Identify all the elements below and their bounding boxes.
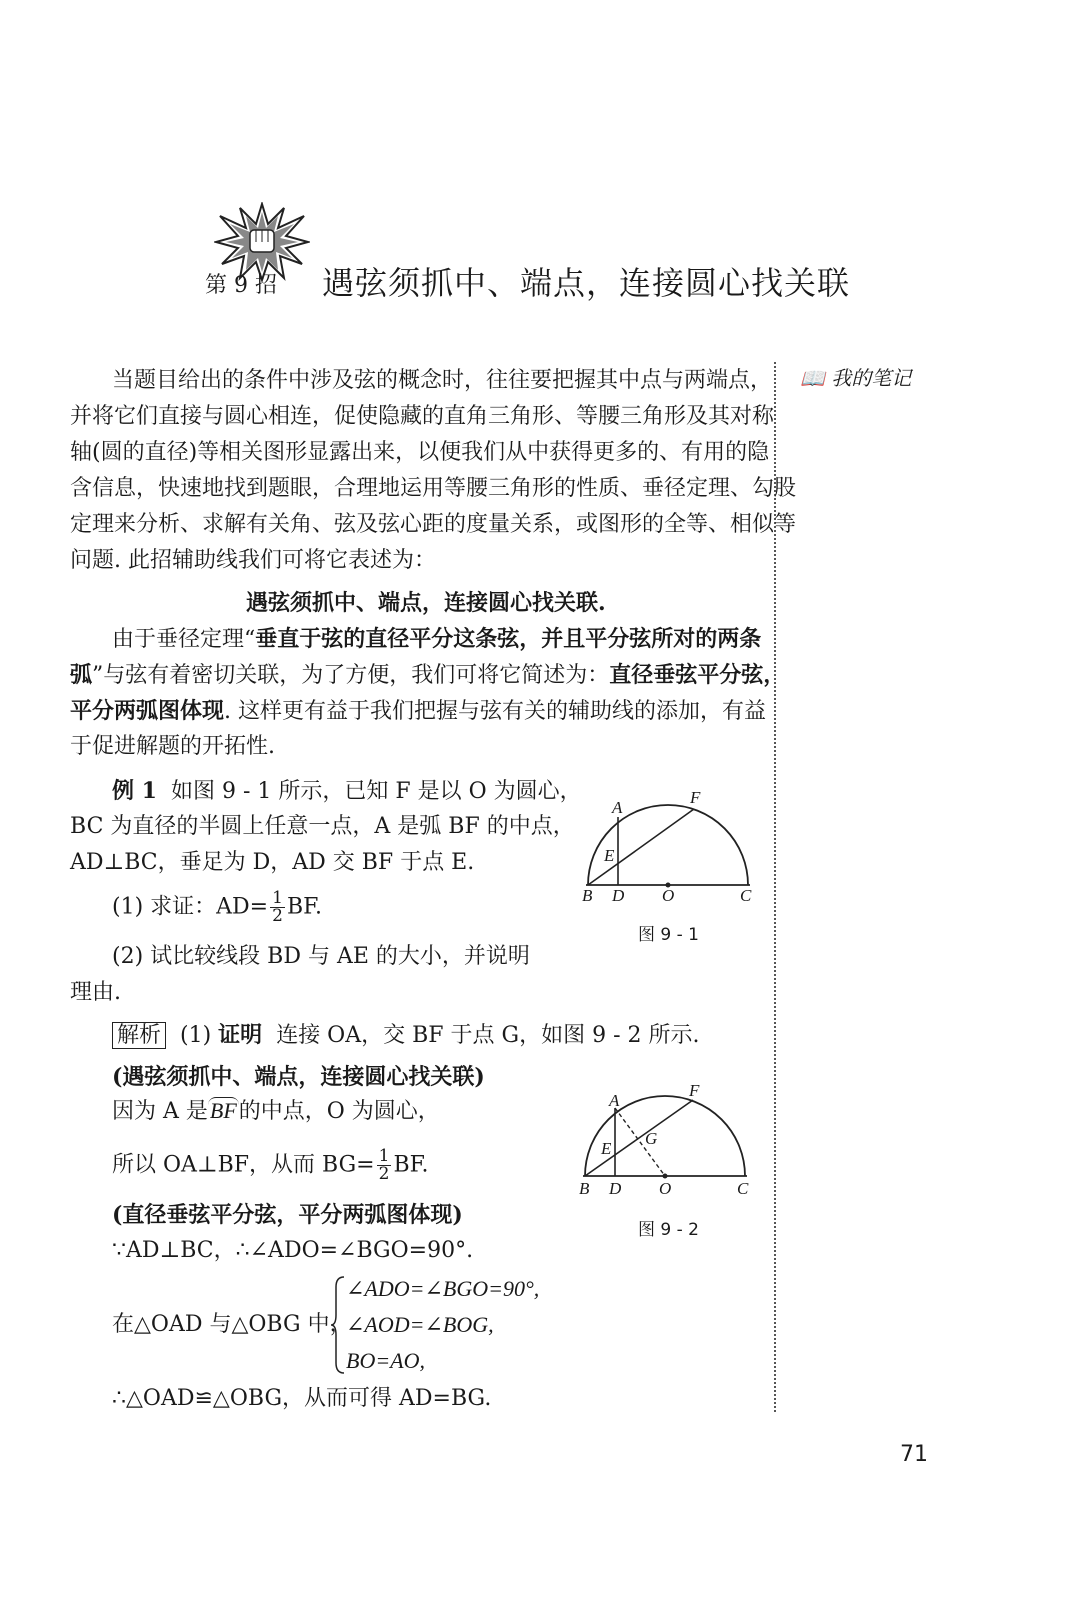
para2-line-4: 于促进解题的开拓性. (70, 734, 275, 759)
svg-text:A: A (609, 1091, 620, 1110)
intro-line-3: 轴(圆的直径)等相关图形显露出来，以便我们从中获得更多的、有用的隐 (70, 440, 770, 465)
para2-line-3: 平分两弧图体现. 这样更有益于我们把握与弦有关的辅助线的添加，有益 (70, 698, 767, 724)
solution-hint-1: (遇弦须抓中、端点，连接圆心找关联) (112, 1064, 485, 1090)
condition-3: BO=AO, (346, 1348, 425, 1373)
intro-line-6: 问题. 此招辅助线我们可将它表述为： (70, 548, 436, 573)
solution-line-5: 在△OAD 与△OBG 中， (112, 1312, 352, 1337)
motto: 遇弦须抓中、端点，连接圆心找关联. (246, 590, 606, 616)
svg-text:O: O (659, 1179, 672, 1198)
svg-text:E: E (601, 1139, 612, 1158)
svg-text:C: C (740, 886, 752, 905)
figure-9-1 (578, 785, 758, 910)
solution-line-1: 解析 (1) 证明 连接 OA，交 BF 于点 G，如图 9 - 2 所示. (112, 1020, 699, 1051)
figure-9-2-caption: 图 9 - 2 (638, 1220, 699, 1240)
svg-text:C: C (737, 1179, 749, 1198)
chapter-label: 第 9 招 (205, 273, 277, 298)
fraction-one-half: $\frac{1}{2}$ (272, 888, 283, 926)
condition-2: ∠AOD=∠BOG, (346, 1312, 494, 1337)
svg-text:B: B (582, 886, 593, 905)
solution-hint-2: (直径垂弦平分弦，平分两弧图体现) (112, 1202, 463, 1228)
intro-line-4: 含信息，快速地找到题眼，合理地运用等腰三角形的性质、垂径定理、勾股 (70, 476, 797, 501)
svg-text:O: O (662, 886, 675, 905)
svg-text:F: F (690, 788, 701, 807)
book-icon: 📖 (800, 366, 825, 390)
condition-1: ∠ADO=∠BGO=90°, (346, 1276, 540, 1301)
svg-text:F: F (689, 1081, 700, 1100)
page-number: 71 (900, 1442, 928, 1467)
example-line-3: AD⊥BC，垂足为 D，AD 交 BF 于点 E. (70, 850, 475, 875)
example-question-2: (2) 试比较线段 BD 与 AE 的大小，并说明 (112, 944, 530, 969)
para2-line-1: 由于垂径定理“垂直于弦的直径平分这条弦，并且平分弦所对的两条 (112, 626, 762, 652)
chapter-title: 遇弦须抓中、端点，连接圆心找关联 (322, 264, 851, 302)
svg-text:B: B (579, 1179, 590, 1198)
fraction-one-half: $\frac{1}{2}$ (378, 1146, 390, 1184)
solution-line-2: 因为 A 是BF的中点，O 为圆心， (112, 1098, 440, 1124)
intro-line-1: 当题目给出的条件中涉及弦的概念时，往往要把握其中点与两端点， (112, 368, 773, 393)
svg-text:G: G (645, 1129, 658, 1148)
solution-line-3: 所以 OA⊥BF，从而 BG= $\frac{1}{2}$ BF. (112, 1146, 429, 1184)
intro-line-5: 定理来分析、求解有关角、弦及弦心距的度量关系，或图形的全等、相似等 (70, 512, 797, 537)
intro-line-2: 并将它们直接与圆心相连，促使隐藏的直角三角形、等腰三角形及其对称 (70, 404, 775, 429)
analysis-box: 解析 (112, 1022, 166, 1049)
solution-line-6: ∴△OAD≌△OBG，从而可得 AD=BG. (112, 1386, 492, 1411)
svg-text:E: E (604, 846, 615, 865)
svg-text:D: D (612, 886, 625, 905)
notes-label: 📖 我的笔记 (800, 366, 912, 390)
example-question-1: (1) 求证：AD= $\frac{1}{2}$ BF. (112, 888, 322, 926)
brace-icon (330, 1275, 346, 1375)
example-line-1: 例 1 如图 9 - 1 所示，已知 F 是以 O 为圆心， (112, 778, 582, 804)
solution-line-4: ∵AD⊥BC，∴∠ADO=∠BGO=90°. (112, 1238, 474, 1263)
example-question-2-cont: 理由. (70, 980, 121, 1005)
svg-text:A: A (612, 798, 623, 817)
example-line-2: BC 为直径的半圆上任意一点，A 是弧 BF 的中点， (70, 814, 575, 839)
figure-9-2 (575, 1080, 757, 1200)
para2-line-2: 弧”与弦有着密切关联，为了方便，我们可将它简述为：直径垂弦平分弦， (70, 662, 786, 688)
svg-text:D: D (609, 1179, 622, 1198)
figure-9-1-caption: 图 9 - 1 (638, 925, 699, 945)
